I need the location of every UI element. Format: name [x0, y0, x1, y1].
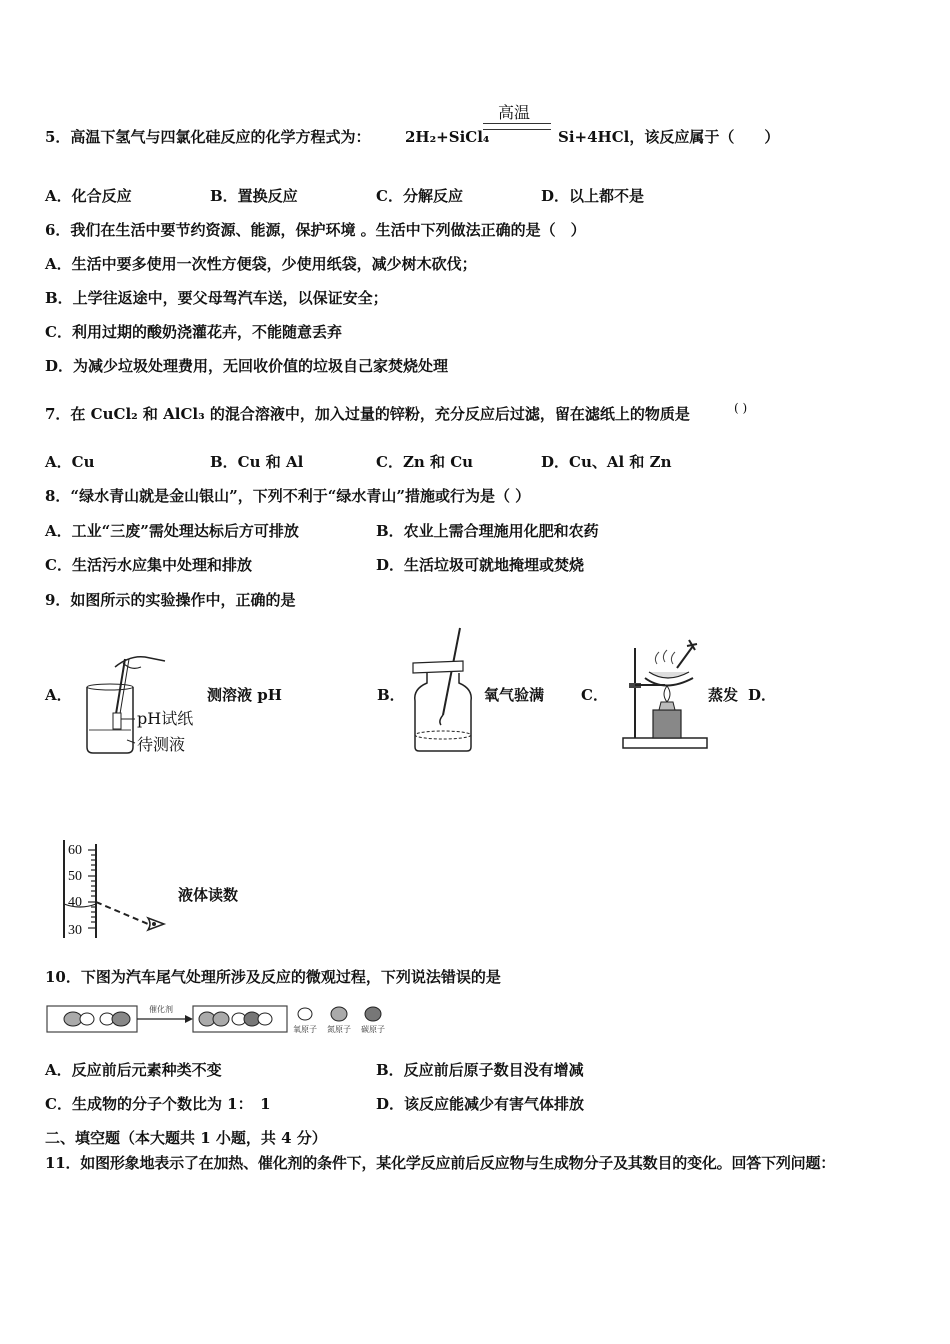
q7-stem: 7．在 CuCl₂ 和 AlCl₃ 的混合溶液中，加入过量的锌粉，充分反应后过滤，留在滤纸上的物质是: [45, 405, 690, 423]
q7-option-d: D．Cu、Al 和 Zn: [541, 453, 672, 471]
q6-option-d: D．为减少垃圾处理费用，无回收价值的垃圾自己家焚烧处理: [45, 357, 449, 375]
q7-paren: ( ): [734, 401, 748, 415]
q5-stem-a: 5．高温下氢气与四氯化硅反应的化学方程式为：: [45, 128, 371, 146]
q6-option-c: C．利用过期的酸奶浇灌花卉，不能随意丢弃: [45, 323, 342, 341]
q5-option-c: C．分解反应: [376, 187, 463, 205]
q7-option-c: C．Zn 和 Cu: [376, 453, 474, 471]
q6-option-a: A．生活中要多使用一次性方便袋，少使用纸袋，减少树木砍伐；: [45, 255, 477, 273]
q10-option-d: D．该反应能减少有害气体排放: [376, 1095, 585, 1113]
cylinder-reading-illustration: [60, 838, 180, 943]
oxygen-bottle-illustration: [405, 625, 480, 755]
q7-option-a: A．Cu: [45, 453, 95, 471]
q7-option-b: B．Cu 和 Al: [210, 453, 304, 471]
q5-option-d: D．以上都不是: [541, 187, 645, 205]
reaction-diagram: [45, 1000, 405, 1038]
q8-stem: 8．“绿水青山就是金山银山”，下列不利于“绿水青山”措施或行为是（ ）: [45, 487, 531, 505]
q9-a-letter: A．: [45, 686, 72, 704]
q5-equals-sign: [483, 123, 551, 130]
q8-option-d: D．生活垃圾可就地掩埋或焚烧: [376, 556, 585, 574]
q5-option-a: A．化合反应: [45, 187, 132, 205]
q8-option-b: B．农业上需合理施用化肥和农药: [376, 522, 599, 540]
q8-option-a: A．工业“三废”需处理达标后方可排放: [45, 522, 299, 540]
q11-stem: 11．如图形象地表示了在加热、催化剂的条件下，某化学反应前后反应物与生成物分子及其数目的变化。回答下列问题：: [45, 1154, 836, 1172]
q9-a-caption: 测溶液 pH: [207, 686, 282, 704]
q10-option-b: B．反应前后原子数目没有增减: [376, 1061, 584, 1079]
q9-d-letter: D．: [748, 686, 777, 704]
q10-option-c: C．生成物的分子个数比为 1： 1: [45, 1095, 271, 1113]
q10-stem: 10．下图为汽车尾气处理所涉及反应的微观过程，下列说法错误的是: [45, 968, 501, 986]
legend-carbon: 碳原子: [361, 1025, 385, 1034]
q9-b-letter: B．: [377, 686, 405, 704]
cylinder-tick-30: 30: [68, 923, 82, 938]
q5-option-b: B．置换反应: [210, 187, 298, 205]
q6-option-b: B．上学往返途中，要父母驾汽车送，以保证安全；: [45, 289, 388, 307]
q5-condition: 高温: [498, 103, 531, 122]
q6-stem: 6．我们在生活中要节约资源、能源，保护环境 。生活中下列做法正确的是（ ）: [45, 221, 586, 239]
evaporation-illustration: [615, 628, 715, 753]
cylinder-tick-50: 50: [68, 869, 82, 884]
q9-c-caption: 蒸发: [708, 686, 739, 704]
section2-title: 二、填空题（本大题共 1 小题，共 4 分）: [45, 1129, 327, 1147]
cylinder-tick-40: 40: [68, 895, 82, 910]
legend-oxygen: 氧原子: [293, 1025, 317, 1034]
cylinder-tick-60: 60: [68, 843, 82, 858]
q5-stem-b: Si+4HCl，该反应属于（ ）: [558, 128, 780, 146]
q9-stem: 9．如图所示的实验操作中，正确的是: [45, 591, 296, 609]
q9-a-label-paper: pH试纸: [137, 709, 194, 728]
q9-a-label-liquid: 待测液: [137, 735, 186, 754]
q9-b-caption: 氧气验满: [484, 686, 545, 704]
q9-c-letter: C．: [581, 686, 608, 704]
q8-option-c: C．生活污水应集中处理和排放: [45, 556, 252, 574]
legend-nitrogen: 氮原子: [327, 1025, 351, 1034]
q5-formula-left: 2H₂+SiCl₄: [405, 128, 490, 146]
q10-option-a: A．反应前后元素种类不变: [45, 1061, 222, 1079]
q9-d-caption: 液体读数: [178, 886, 239, 904]
catalyst-label: 催化剂: [149, 1005, 173, 1014]
